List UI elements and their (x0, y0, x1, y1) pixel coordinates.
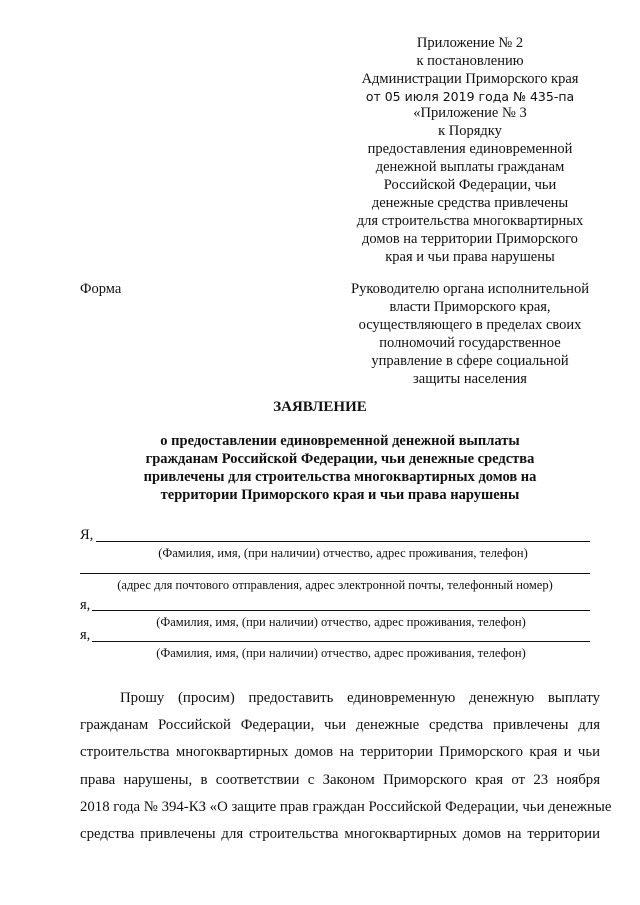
subtitle-line: гражданам Российской Федерации, чьи денежные средства (145, 451, 535, 467)
applicant-3-input-line[interactable] (92, 641, 590, 642)
applicant-prefix: я, (80, 627, 91, 643)
body-line: Прошу (просим) предоставить единовременную денежную выплату (120, 690, 600, 706)
applicant-1-caption: (Фамилия, имя, (при наличии) отчество, адрес проживания, телефон) (158, 546, 528, 560)
header-line: Администрации Приморского края (361, 71, 579, 87)
addressee-line: защиты населения (413, 371, 527, 387)
applicant-prefix: Я, (80, 527, 94, 543)
header-line: денежной выплаты гражданам (375, 159, 565, 175)
body-paragraph (80, 685, 612, 848)
applicant-3-caption: (Фамилия, имя, (при наличии) отчество, адрес проживания, телефон) (156, 646, 526, 660)
header-line: денежные средства привлечены (371, 195, 569, 211)
addressee-line: власти Приморского края, (389, 299, 551, 315)
body-line: 2018 года № 394-КЗ «О защите прав граждан Российской Федерации, чьи денежные (80, 798, 612, 815)
addressee-line: полномочий государственное (379, 335, 561, 351)
contact-caption: (адрес для почтового отправления, адрес электронной почты, телефонный номер) (117, 578, 553, 592)
header-stamp-line: от 05 июля 2019 года № 435-па (365, 89, 575, 104)
addressee-line: осуществляющего в пределах своих (358, 317, 582, 333)
body-line: гражданам Российской Федерации, чьи денежные средства привлечены для (80, 717, 600, 734)
applicant-2-caption: (Фамилия, имя, (при наличии) отчество, адрес проживания, телефон) (156, 615, 526, 629)
addressee-line: управление в сфере социальной (371, 353, 569, 369)
header-line: «Приложение № 3 (413, 105, 527, 121)
header-line: Российской Федерации, чьи (383, 177, 557, 193)
applicant-prefix: я, (80, 597, 91, 613)
header-line: домов на территории Приморского (362, 231, 578, 247)
body-line: средства привлечены для строительства многоквартирных домов на территории (80, 825, 600, 842)
body-line: строительства многоквартирных домов на территории Приморского края и чьи (80, 744, 600, 761)
header-line: Приложение № 2 (416, 35, 524, 51)
subtitle-line: о предоставлении единовременной денежной выплаты (160, 433, 520, 449)
document-title: ЗАЯВЛЕНИЕ (273, 399, 367, 415)
body-line: права нарушены, в соответствии с Законом Приморского края от 23 ноября (80, 771, 600, 788)
addressee-line: Руководителю органа исполнительной (351, 281, 589, 297)
header-line: предоставления единовременной (367, 141, 573, 157)
applicant-1-input-line[interactable] (96, 541, 590, 542)
subtitle-line: привлечены для строительства многоквартирных домов на (143, 469, 537, 485)
header-line: для строительства многоквартирных (356, 213, 584, 229)
subtitle-line: территории Приморского края и чьи права нарушены (160, 487, 520, 503)
applicant-2-input-line[interactable] (92, 610, 590, 611)
form-label: Форма (80, 281, 122, 297)
header-line: края и чьи права нарушены (385, 249, 555, 265)
contact-input-line[interactable] (80, 573, 590, 574)
header-line: к постановлению (416, 53, 524, 69)
header-line: к Порядку (438, 123, 502, 139)
